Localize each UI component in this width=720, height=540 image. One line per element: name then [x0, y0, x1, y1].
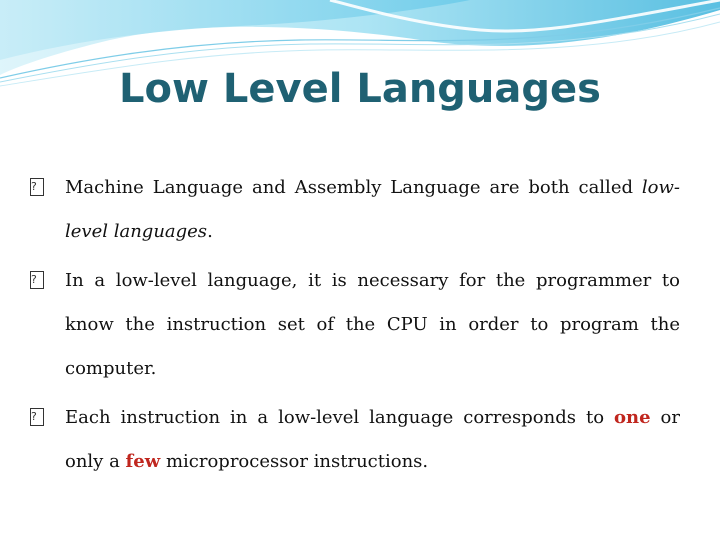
bullet-3-text-a: Each instruction in a low-level language corresponds to [65, 407, 615, 428]
bullet-1-period: . [207, 221, 213, 242]
bullet-3-text-c: microprocessor instructions. [160, 451, 429, 472]
slide-title: Low Level Languages [119, 66, 601, 112]
bullet-2-text: In a low-level language, it is necessary for the programmer to know the instruction set of the CPU in order to program the computer. [65, 270, 680, 379]
bullet-3-highlight-one: one [614, 407, 651, 428]
bullet-1-text: Machine Language and Assembly Language are both called [65, 177, 642, 198]
bullet-item-1 [30, 166, 680, 254]
bullet-marker-icon: ? [30, 178, 44, 196]
bullet-marker-icon: ? [30, 408, 44, 426]
bullet-item-2 [30, 259, 680, 391]
bullet-marker-icon: ? [30, 271, 44, 289]
bullet-3-text-b: or only a [65, 407, 680, 472]
bullet-1-italic-term: low-level languages [65, 177, 680, 242]
bullet-3-highlight-few: few [125, 451, 161, 472]
bullet-list [30, 166, 680, 489]
bullet-item-3 [30, 396, 680, 484]
